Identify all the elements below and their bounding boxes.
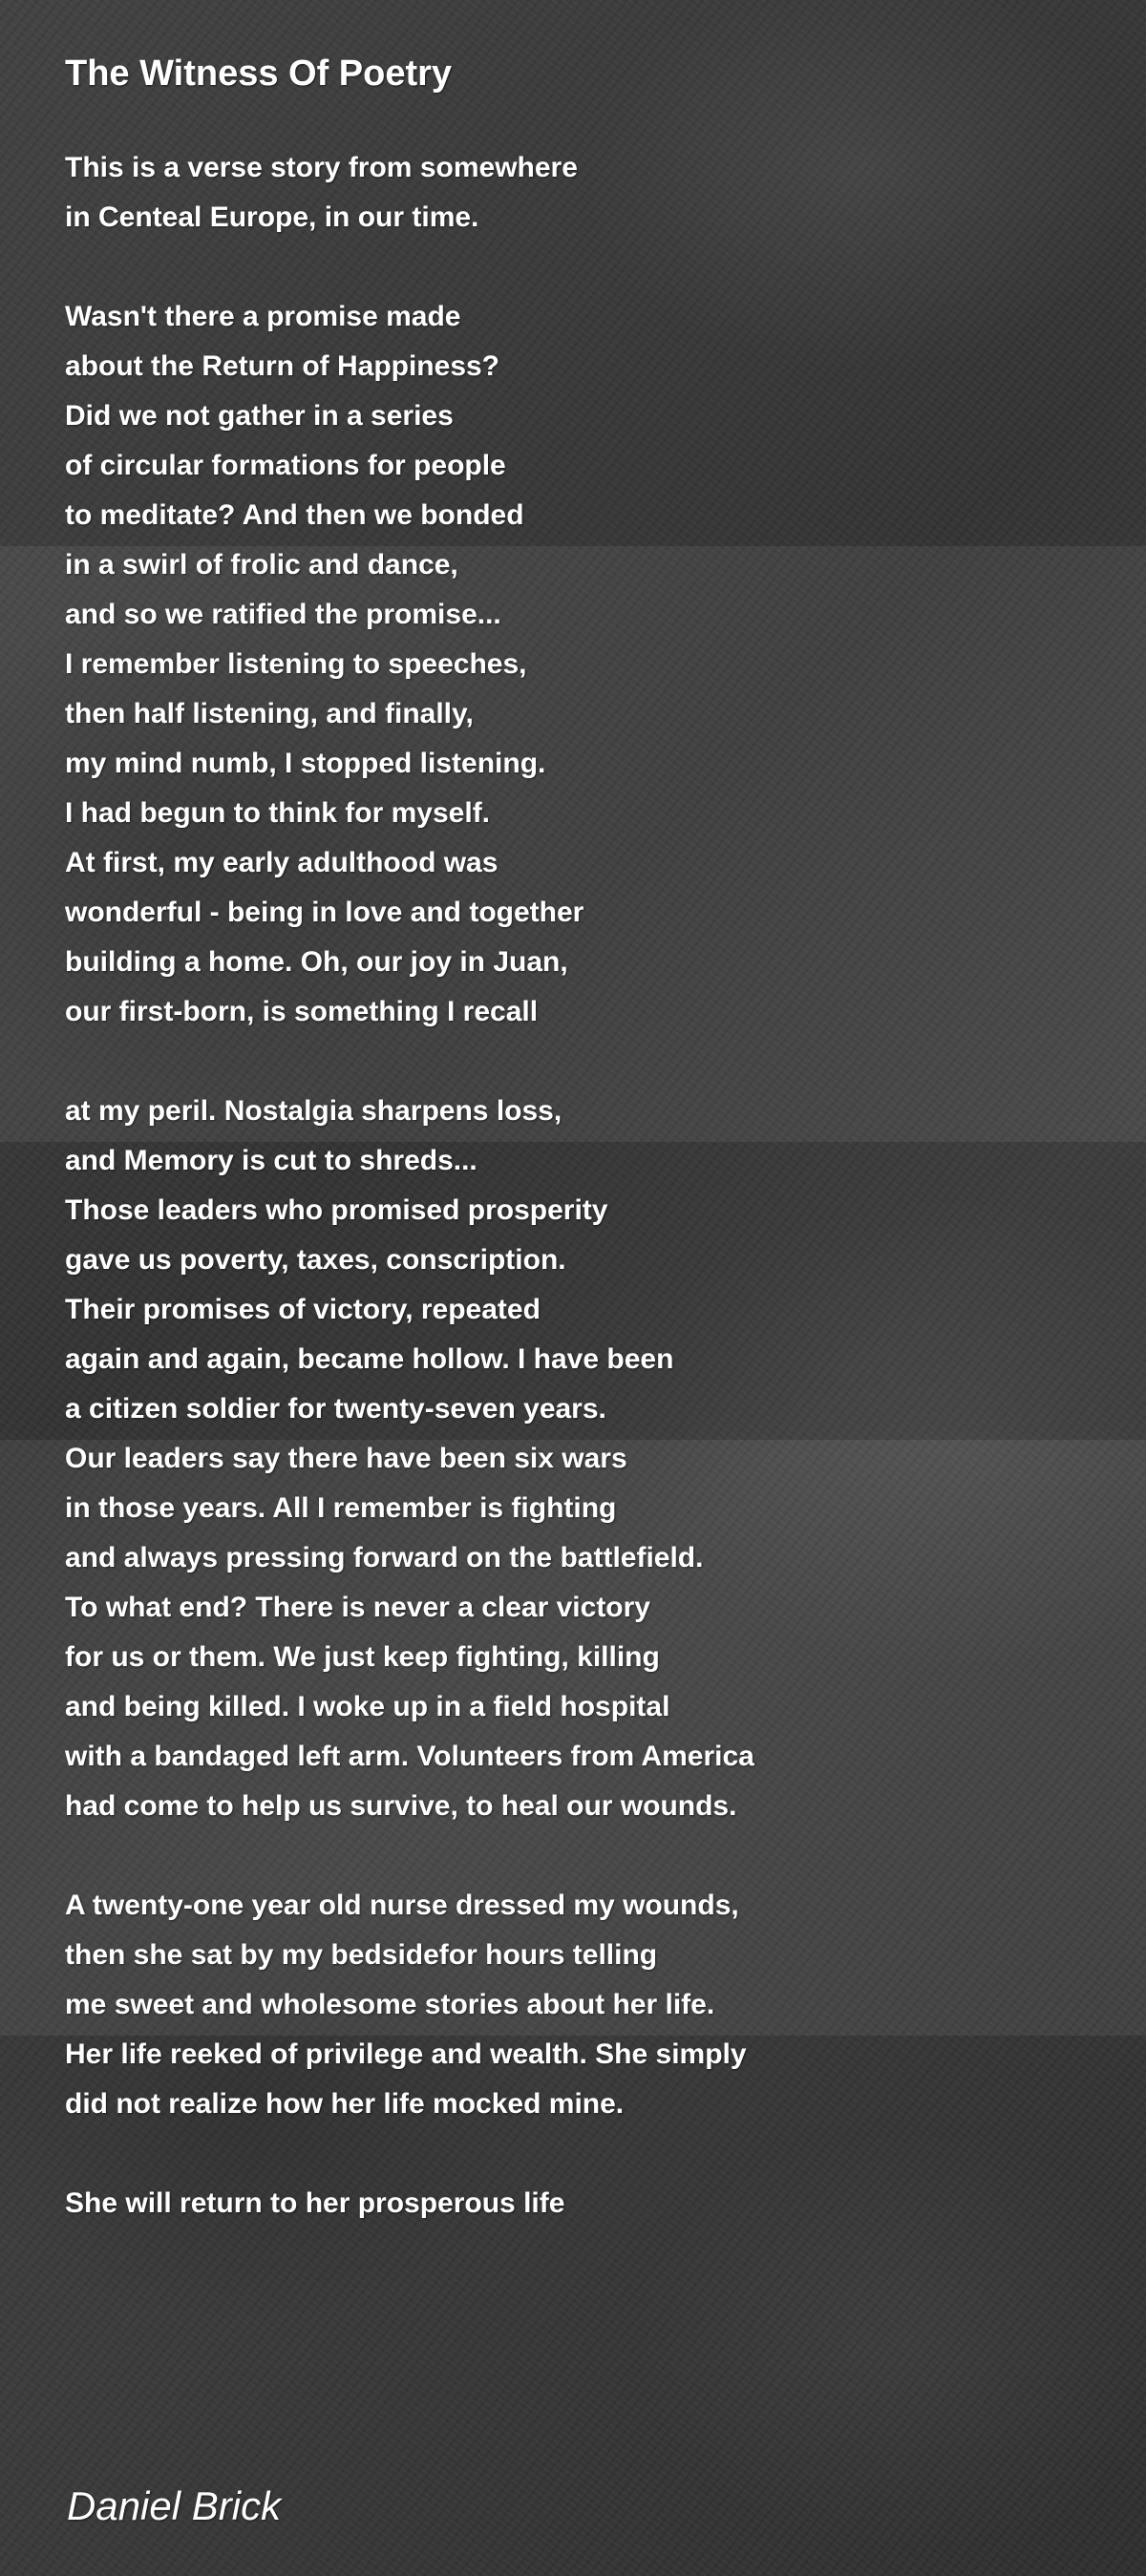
poem-line: at my peril. Nostalgia sharpens loss, xyxy=(65,1095,562,1127)
poem-line: and being killed. I woke up in a field hospital xyxy=(65,1691,670,1722)
poem-body xyxy=(65,143,1096,2228)
poem-line: To what end? There is never a clear victory xyxy=(65,1592,650,1623)
poem-line: This is a verse story from somewhere xyxy=(65,152,578,183)
poem-line: A twenty-one year old nurse dressed my wounds, xyxy=(65,1890,739,1921)
poem-stanza xyxy=(65,1335,1096,1583)
poem-line: Did we not gather in a series xyxy=(65,400,454,432)
poem-line: I had begun to think for myself. xyxy=(65,797,491,829)
poem-line: about the Return of Happiness? xyxy=(65,350,500,382)
poem-line: Wasn't there a promise made xyxy=(65,301,461,332)
poem-line: building a home. Oh, our joy in Juan, xyxy=(65,946,568,978)
poem-line: in those years. All I remember is fighting xyxy=(65,1492,617,1524)
poem-stanza xyxy=(65,1583,1096,1831)
poem-line: I remember listening to speeches, xyxy=(65,648,527,680)
poem-line: our first-born, is something I recall xyxy=(65,996,539,1027)
poem-line: then half listening, and finally, xyxy=(65,698,474,729)
poem-line: At first, my early adulthood was xyxy=(65,847,499,878)
poem-line: me sweet and wholesome stories about her life. xyxy=(65,1989,715,2020)
poem-line: to meditate? And then we bonded xyxy=(65,499,524,531)
poem-author: Daniel Brick xyxy=(67,2483,282,2528)
stanza-gap xyxy=(65,1037,1096,1087)
poem-stanza xyxy=(65,789,1096,1037)
poem-stanza xyxy=(65,2179,1096,2228)
poem-stanza xyxy=(65,143,1096,243)
poem-line: of circular formations for people xyxy=(65,450,506,481)
poem-stanza xyxy=(65,1087,1096,1335)
poem-line: gave us poverty, taxes, conscription. xyxy=(65,1244,566,1276)
poem-line: in Centeal Europe, in our time. xyxy=(65,201,479,233)
poem-line: my mind numb, I stopped listening. xyxy=(65,748,546,779)
poem-line: for us or them. We just keep fighting, killing xyxy=(65,1641,660,1673)
poem-line: Her life reeked of privilege and wealth. She simply xyxy=(65,2038,747,2070)
poem-stanza xyxy=(65,540,1096,789)
stanza-gap xyxy=(65,243,1096,292)
poem-line: She will return to her prosperous life xyxy=(65,2187,565,2219)
poem-line: did not realize how her life mocked mine. xyxy=(65,2088,625,2120)
poem-line: Those leaders who promised prosperity xyxy=(65,1194,608,1226)
poem-stanza xyxy=(65,1881,1096,2129)
poem-line: had come to help us survive, to heal our wounds. xyxy=(65,1790,737,1822)
stanza-gap xyxy=(65,1831,1096,1881)
poem-line: wonderful - being in love and together xyxy=(65,897,584,928)
poem-line: again and again, became hollow. I have been xyxy=(65,1343,674,1375)
poem-line: Their promises of victory, repeated xyxy=(65,1294,541,1325)
poem-line: in a swirl of frolic and dance, xyxy=(65,549,458,581)
poem-stanza xyxy=(65,292,1096,540)
poem-line: and so we ratified the promise... xyxy=(65,599,501,630)
poem-title: The Witness Of Poetry xyxy=(65,53,453,94)
poem-line: with a bandaged left arm. Volunteers from America xyxy=(65,1741,754,1772)
stanza-gap xyxy=(65,2129,1096,2179)
poem-line: then she sat by my bedsidefor hours telling xyxy=(65,1939,658,1971)
poem-line: Our leaders say there have been six wars xyxy=(65,1443,627,1474)
poem-line: and Memory is cut to shreds... xyxy=(65,1145,478,1176)
poem-line: and always pressing forward on the battlefield. xyxy=(65,1542,704,1573)
poem-line: a citizen soldier for twenty-seven years. xyxy=(65,1393,606,1425)
